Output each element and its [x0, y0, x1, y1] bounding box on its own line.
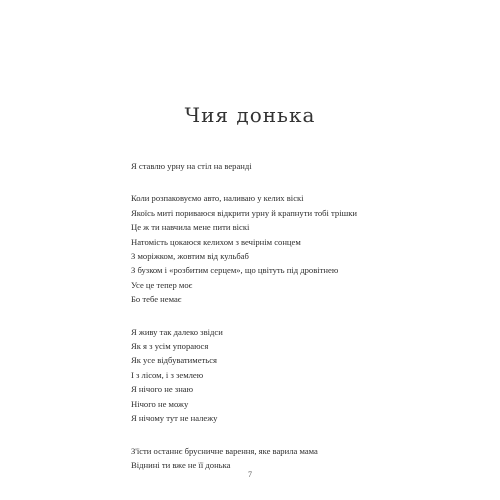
poem-line: З моріжком, жовтим від кульбаб: [131, 251, 249, 262]
poem-line: Усе це тепер моє: [131, 279, 193, 290]
poem-line: З'їсти останнє брусничне варення, яке варила мама: [131, 445, 318, 456]
poem-title: Чия донька: [184, 103, 316, 128]
poem-line: Коли розпаковуємо авто, наливаю у келих віскі: [131, 193, 304, 204]
stanza-2: [131, 191, 451, 306]
poem-line: Я ставлю урну на стіл на веранді: [131, 161, 252, 171]
page-number: 7: [248, 470, 252, 479]
poem-line: Я нічому тут не належу: [131, 413, 218, 424]
poem-line: Якоїсь миті пориваюся відкрити урну й крапнути тобі трішки: [131, 207, 357, 218]
poem-line: З бузком і «розбитим серцем», що цвітуть під дровітнею: [131, 265, 339, 276]
poem-line: Віднині ти вже не її донька: [131, 459, 231, 470]
poem-body: [131, 159, 451, 490]
poem-line: Я нічого не знаю: [131, 384, 194, 395]
poem-line: Як усе відбуватиметься: [131, 355, 217, 366]
poem-line: Натомість цокаюся келихом з вечірнім сонцем: [131, 236, 301, 247]
poem-line: Бо тебе немає: [131, 294, 182, 305]
stanza-4: [131, 444, 451, 473]
poem-line: Як я з усім упораюся: [131, 341, 209, 352]
poem-line: І з лісом, і з землею: [131, 369, 204, 380]
poem-line: Нічого не можу: [131, 398, 189, 409]
poem-line: Я живу так далеко звідси: [131, 326, 223, 337]
stanza-3: [131, 325, 451, 426]
stanza-1: [131, 159, 451, 173]
poem-line: Це ж ти навчила мене пити віскі: [131, 222, 250, 233]
